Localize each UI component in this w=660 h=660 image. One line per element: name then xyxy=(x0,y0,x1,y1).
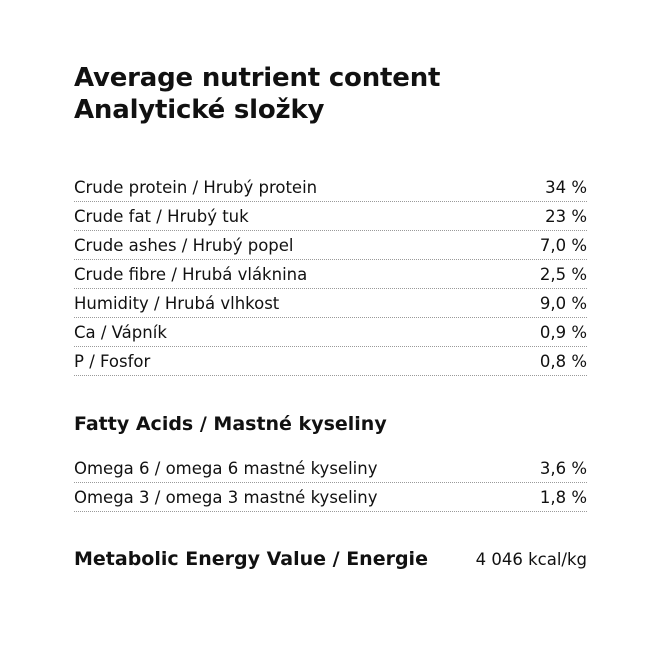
energy-label: Metabolic Energy Value / Energie xyxy=(74,548,428,570)
nutrient-value: 9,0 % xyxy=(539,293,587,313)
nutrient-value: 34 % xyxy=(545,177,587,197)
table-row xyxy=(74,173,587,202)
nutrient-value: 0,8 % xyxy=(539,351,587,371)
fatty-acid-label: Omega 6 / omega 6 mastné kyseliny xyxy=(74,458,378,478)
fatty-acids-table xyxy=(74,454,587,512)
energy-value: 4 046 kcal/kg xyxy=(475,549,587,569)
table-row xyxy=(74,231,587,260)
fatty-acid-value: 1,8 % xyxy=(539,487,587,507)
table-row xyxy=(74,483,587,512)
nutrient-table xyxy=(74,173,587,376)
nutrient-label: Crude fibre / Hrubá vláknina xyxy=(74,264,308,284)
title-czech: Analytické složky xyxy=(74,95,325,125)
nutrient-label: P / Fosfor xyxy=(74,351,151,371)
nutrient-label: Crude protein / Hrubý protein xyxy=(74,177,318,197)
nutrient-value: 7,0 % xyxy=(539,235,587,255)
nutrient-label: Ca / Vápník xyxy=(74,322,167,342)
nutrient-label: Crude ashes / Hrubý popel xyxy=(74,235,294,255)
energy-row xyxy=(74,543,587,575)
fatty-acid-value: 3,6 % xyxy=(539,458,587,478)
table-row xyxy=(74,318,587,347)
table-row xyxy=(74,289,587,318)
nutrient-label: Crude fat / Hrubý tuk xyxy=(74,206,249,226)
table-row xyxy=(74,454,587,483)
table-row xyxy=(74,202,587,231)
nutrient-label: Humidity / Hrubá vlhkost xyxy=(74,293,280,313)
page-title xyxy=(74,62,594,126)
fatty-acid-label: Omega 3 / omega 3 mastné kyseliny xyxy=(74,487,378,507)
table-row xyxy=(74,347,587,376)
title-english: Average nutrient content xyxy=(74,63,441,93)
nutrient-value: 2,5 % xyxy=(539,264,587,284)
fatty-acids-heading: Fatty Acids / Mastné kyseliny xyxy=(74,413,387,435)
table-row xyxy=(74,260,587,289)
nutrient-value: 0,9 % xyxy=(539,322,587,342)
nutrient-value: 23 % xyxy=(545,206,587,226)
